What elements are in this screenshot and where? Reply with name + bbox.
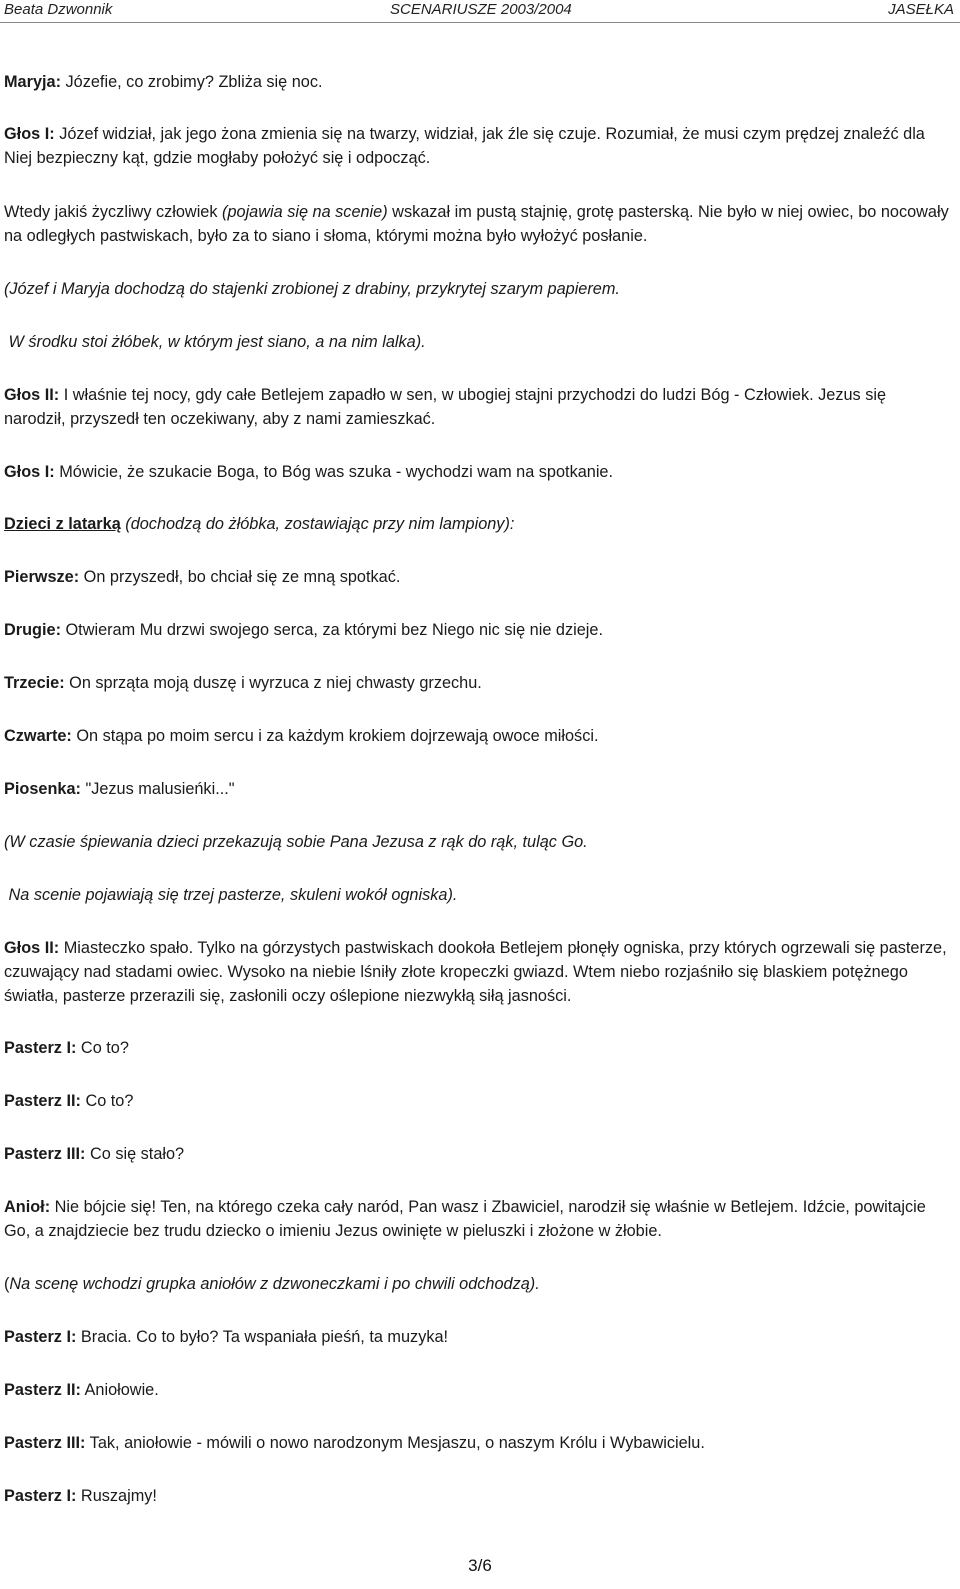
speaker: Głos II: bbox=[4, 386, 60, 404]
stage-direction bbox=[4, 277, 950, 301]
stage-direction-text: (W czasie śpiewania dzieci przekazują sobie Pana Jezusa z rąk do rąk, tuląc Go. bbox=[4, 833, 588, 851]
speaker: Głos I: bbox=[4, 125, 55, 143]
paragraph bbox=[4, 936, 950, 1008]
paragraph bbox=[4, 618, 950, 642]
line-text: Józefie, co zrobimy? Zbliża się noc. bbox=[61, 73, 323, 91]
speaker: Drugie: bbox=[4, 621, 61, 639]
speaker: Dzieci z latarką bbox=[4, 515, 121, 533]
line-text: On sprząta moją duszę i wyrzuca z niej chwasty grzechu. bbox=[64, 674, 482, 692]
paragraph bbox=[4, 1195, 950, 1243]
paragraph bbox=[4, 1142, 950, 1166]
paragraph bbox=[4, 777, 950, 801]
stage-direction-text: (Józef i Maryja dochodzą do stajenki zrobionej z drabiny, przykrytej szarym papierem. bbox=[4, 280, 620, 298]
header-section: JASEŁKA bbox=[888, 1, 954, 18]
line-text: Mówicie, że szukacie Boga, to Bóg was szuka - wychodzi wam na spotkanie. bbox=[54, 463, 614, 481]
stage-direction-text: W środku stoi żłóbek, w którym jest siano, a na nim lalka). bbox=[4, 333, 426, 351]
paragraph bbox=[4, 1484, 950, 1508]
paragraph bbox=[4, 122, 950, 170]
line-text: On przyszedł, bo chciał się ze mną spotkać. bbox=[79, 568, 401, 586]
paragraph bbox=[4, 565, 950, 589]
line-text: Otwieram Mu drzwi swojego serca, za którymi bez Niego nic się nie dzieje. bbox=[60, 621, 603, 639]
stage-direction-text: Na scenie pojawiają się trzej pasterze, skuleni wokół ogniska). bbox=[4, 886, 458, 904]
stage-direction: (dochodzą do żłóbka, zostawiając przy nim lampiony): bbox=[120, 515, 515, 533]
paragraph bbox=[4, 512, 950, 536]
speaker: Pasterz III: bbox=[4, 1145, 86, 1163]
line-text: wskazał im pustą stajnię, grotę pasterską. Nie było w niej owiec, bo nocowały na odległych pastwiskach, było za to siano i słoma, którymi można było wyłożyć posłanie. bbox=[4, 203, 954, 245]
speaker: Trzecie: bbox=[4, 674, 65, 692]
line-text: Józef widział, jak jego żona zmienia się na twarzy, widział, jak źle się czuje. Rozumiał, że musi czym prędzej znaleźć dla Niej bezpieczny kąt, gdzie mogłaby położyć się i odpocząć. bbox=[4, 125, 930, 167]
speaker: Piosenka: bbox=[4, 780, 81, 798]
stage-direction: (pojawia się na scenie) bbox=[222, 203, 388, 221]
line-text: Bracia. Co to było? Ta wspaniała pieśń, ta muzyka! bbox=[76, 1328, 449, 1346]
speaker: Głos II: bbox=[4, 939, 60, 957]
speaker: Pasterz II: bbox=[4, 1381, 81, 1399]
line-text: Aniołowie. bbox=[80, 1381, 159, 1399]
line-text: "Jezus malusieńki..." bbox=[80, 780, 235, 798]
speaker: Pasterz I: bbox=[4, 1039, 77, 1057]
speaker: Pasterz III: bbox=[4, 1434, 86, 1452]
paragraph bbox=[4, 70, 950, 94]
line-text: Co się stało? bbox=[85, 1145, 185, 1163]
line-text: Ruszajmy! bbox=[76, 1487, 157, 1505]
speaker: Maryja: bbox=[4, 73, 62, 91]
speaker: Pasterz I: bbox=[4, 1328, 77, 1346]
paragraph bbox=[4, 671, 950, 695]
paragraph bbox=[4, 460, 950, 484]
page-number: 3/6 bbox=[468, 1556, 492, 1575]
speaker: Pasterz II: bbox=[4, 1092, 81, 1110]
page-header bbox=[0, 0, 960, 23]
line-text: I właśnie tej nocy, gdy całe Betlejem zapadło w sen, w ubogiej stajni przychodzi do ludzi Bóg - Człowiek. Jezus się narodził, przyszedł ten oczekiwany, aby z nami zamieszkać. bbox=[4, 386, 891, 428]
header-author: Beata Dzwonnik bbox=[4, 1, 113, 18]
speaker: Pasterz I: bbox=[4, 1487, 77, 1505]
line-text: Wtedy jakiś życzliwy człowiek bbox=[4, 203, 223, 221]
line-text: On stąpa po moim sercu i za każdym krokiem dojrzewają owoce miłości. bbox=[71, 727, 599, 745]
paragraph bbox=[4, 1378, 950, 1402]
paragraph bbox=[4, 724, 950, 748]
paragraph bbox=[4, 1431, 950, 1455]
stage-direction bbox=[4, 330, 950, 354]
stage-direction-text: Na scenę wchodzi grupka aniołów z dzwoneczkami i po chwili odchodzą). bbox=[9, 1275, 540, 1293]
paragraph bbox=[4, 1089, 950, 1113]
stage-direction bbox=[4, 830, 950, 854]
paragraph bbox=[4, 1036, 950, 1060]
speaker: Czwarte: bbox=[4, 727, 72, 745]
paragraph bbox=[4, 383, 950, 431]
stage-direction bbox=[4, 1272, 950, 1296]
stage-direction bbox=[4, 883, 950, 907]
paragraph bbox=[4, 200, 954, 248]
header-title: SCENARIUSZE 2003/2004 bbox=[390, 1, 572, 18]
paragraph bbox=[4, 1325, 950, 1349]
speaker: Pierwsze: bbox=[4, 568, 80, 586]
speaker: Głos I: bbox=[4, 463, 55, 481]
line-text: Co to? bbox=[80, 1092, 134, 1110]
speaker: Anioł: bbox=[4, 1198, 51, 1216]
line-text: Miasteczko spało. Tylko na górzystych pastwiskach dookoła Betlejem płonęły ogniska, przy których ogrzewali się pasterze, czuwający nad stadami owiec. Wysoko na niebie lśniły złote kropeczki gwiazd. Wtem niebo rozjaśniło się blaskiem potężnego światła, pasterze przerazili się, zasłonili oczy oślepione niezwykłą siłą jasności. bbox=[4, 939, 952, 1005]
line-text: Tak, aniołowie - mówili o nowo narodzonym Mesjaszu, o naszym Królu i Wybawicielu. bbox=[85, 1434, 705, 1452]
line-text: Co to? bbox=[76, 1039, 129, 1057]
line-text: ( bbox=[4, 1275, 10, 1293]
line-text: Nie bójcie się! Ten, na którego czeka cały naród, Pan wasz i Zbawiciel, narodził się właśnie w Betlejem. Idźcie, powitajcie Go, a znajdziecie bez trudu dziecko o imieniu Jezus owinięte w pieluszki i złożone w żłobie. bbox=[4, 1198, 931, 1240]
